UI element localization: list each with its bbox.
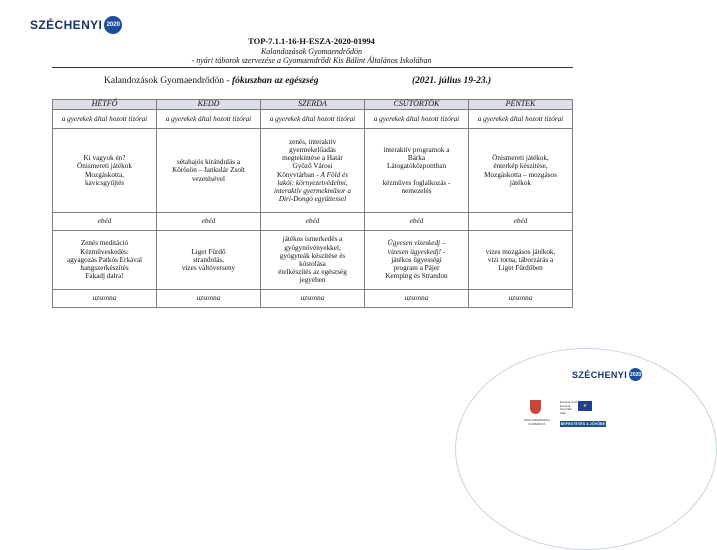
lunch-row: [53, 213, 573, 231]
table-cell: uzsonna: [261, 290, 365, 308]
table-cell: [53, 129, 157, 213]
table-cell: [53, 231, 157, 290]
eu-fund-label: Európai Unió Európai Szociális Alap: [560, 400, 578, 415]
morning-row: [53, 129, 573, 213]
cell-line: Önismereti játékok,: [492, 154, 549, 163]
table-cell: [469, 129, 573, 213]
footer-logo-badge: 2020: [629, 368, 642, 381]
brought-snack-row: [53, 110, 573, 129]
cell-spacer: [367, 171, 466, 179]
cell-line: [263, 171, 362, 179]
snack-row: [53, 290, 573, 308]
cell-line: kóstolása: [299, 260, 326, 268]
cell-line: zenés, interaktív: [288, 137, 337, 146]
logo-text: SZÉCHENYI: [30, 18, 103, 32]
cell-line: ételkészítés az egészség: [278, 268, 347, 277]
cell-line: Mozgáskotta – mozgásos: [484, 170, 557, 179]
cell-line: interaktív gyermekműsor a: [273, 186, 352, 195]
cell-line: Zenés meditáció: [80, 239, 129, 248]
afternoon-row: [53, 231, 573, 290]
cell-line: vizesen ügyeskedj! -: [387, 247, 446, 256]
cell-line: jegyében: [299, 276, 326, 285]
table-cell: ebéd: [53, 213, 157, 231]
table-cell: [261, 231, 365, 290]
logo-badge: 2020: [104, 16, 122, 34]
cell-line: Liget Fürdő: [191, 247, 226, 256]
table-cell: ebéd: [157, 213, 261, 231]
table-cell: ebéd: [469, 213, 573, 231]
document-header: [0, 37, 623, 66]
cell-line: lakói: környezetvédelmi,: [277, 178, 348, 187]
cell-line: gyógyteák készítése és: [279, 251, 346, 260]
header-line-2: - nyári táborok szervezése a Gyomaendrődi Kis Bálint Általános Iskolában: [191, 56, 432, 65]
table-cell: a gyerekek által hozott tízórai: [469, 110, 573, 129]
table-cell: [261, 129, 365, 213]
cell-line: Kemping és Strandon: [385, 272, 448, 281]
table-cell: a gyerekek által hozott tízórai: [53, 110, 157, 129]
cell-line: gyógynövényekkel,: [284, 243, 341, 252]
day-header: KEDD: [157, 100, 261, 110]
table-cell: [365, 231, 469, 290]
cell-line: vezetésével: [191, 174, 226, 183]
cell-line: interaktív programok a: [383, 145, 450, 154]
eu-flag-icon: ★: [578, 401, 592, 411]
table-cell: [469, 231, 573, 290]
cell-line: Mozgáskotta,: [85, 170, 124, 179]
table-cell: [157, 231, 261, 290]
cell-text: Könyvtárban -: [277, 170, 321, 179]
cell-line: agyagozás Patkós Erkával: [66, 255, 143, 264]
eu-slogan-bar: BEFEKTETÉS A JÖVŐBE: [560, 422, 606, 426]
cell-line: Ügyesen vízeskedj –: [387, 239, 446, 248]
cell-line: játékos ügyességi: [391, 255, 442, 264]
day-header: HÉTFŐ: [53, 100, 157, 110]
footer-szechenyi-logo: [572, 368, 642, 381]
cell-line: vizes mozgásos játékok,: [485, 247, 556, 256]
cell-text-italic: A Föld és: [320, 170, 348, 179]
szechenyi-logo: [30, 16, 122, 34]
table-cell: [365, 129, 469, 213]
footer-logo-text: SZÉCHENYI: [572, 369, 628, 380]
cell-line: Körösön – Jankulár Zsolt: [172, 166, 245, 175]
cell-line: Liget Fürdőben: [498, 264, 543, 273]
table-cell: a gyerekek által hozott tízórai: [157, 110, 261, 129]
table-cell: [157, 129, 261, 213]
cell-line: Ki vagyok én?: [83, 154, 126, 163]
cell-line: megtekintése a Határ: [282, 154, 343, 163]
table-cell: a gyerekek által hozott tízórai: [365, 110, 469, 129]
cell-line: nemezelés: [401, 186, 432, 195]
cell-line: program a Pájer: [393, 264, 440, 273]
table-cell: uzsonna: [157, 290, 261, 308]
cell-line: énterkép készítése,: [493, 162, 548, 171]
cell-line: gyermekelőadás: [289, 145, 336, 154]
table-cell: uzsonna: [53, 290, 157, 308]
header-divider: [52, 67, 573, 68]
cell-line: vizi torna, táborzárás a: [487, 255, 554, 264]
cell-line: strandolás,: [193, 255, 224, 264]
cell-line: kézműves foglalkozás -: [382, 178, 451, 187]
cell-line: Látogatóközpontban: [386, 162, 447, 171]
table-cell: ebéd: [261, 213, 365, 231]
cell-line: Bárka: [407, 154, 426, 163]
title-focus: fókuszban az egészség: [231, 76, 319, 86]
hungarian-crest-icon: [530, 400, 541, 414]
table-cell: ebéd: [365, 213, 469, 231]
day-header: SZERDA: [261, 100, 365, 110]
schedule-table: [52, 99, 573, 308]
day-header: CSÜTÖRTÖK: [365, 100, 469, 110]
project-code: TOP-7.1.1-16-H-ESZA-2020-01994: [248, 36, 375, 46]
schedule-title: [104, 76, 319, 86]
cell-line: Fakadj dalra!: [85, 272, 124, 281]
table-cell: uzsonna: [469, 290, 573, 308]
title-name: Kalandozások Gyomaendrődön -: [104, 76, 232, 86]
cell-line: vizes váltóverseny: [181, 264, 236, 273]
schedule-date: (2021. július 19-23.): [412, 76, 492, 86]
table-cell: a gyerekek által hozott tízórai: [261, 110, 365, 129]
cell-line: hangszerkészítés: [80, 264, 129, 273]
cell-line: kavicsgyűjtés: [84, 178, 125, 187]
hu-government-label: MAGYARORSZÁG KORMÁNYA: [524, 418, 550, 426]
cell-line: Kézműveskedés:: [80, 247, 129, 256]
day-header: PÉNTEK: [469, 100, 573, 110]
cell-line: játékos ismerkedés a: [282, 235, 343, 244]
cell-line: Diri-Dongó együttessel: [278, 195, 347, 204]
day-header-row: [53, 100, 573, 110]
cell-line: Önismereti játékok: [77, 162, 132, 171]
cell-line: játékok: [509, 178, 532, 187]
header-line-1: Kalandozások Gyomaendrődön: [260, 46, 363, 56]
cell-line: sétahajós kirándulás a: [176, 158, 241, 167]
table-cell: uzsonna: [365, 290, 469, 308]
cell-line: Győző Városi: [292, 162, 333, 171]
